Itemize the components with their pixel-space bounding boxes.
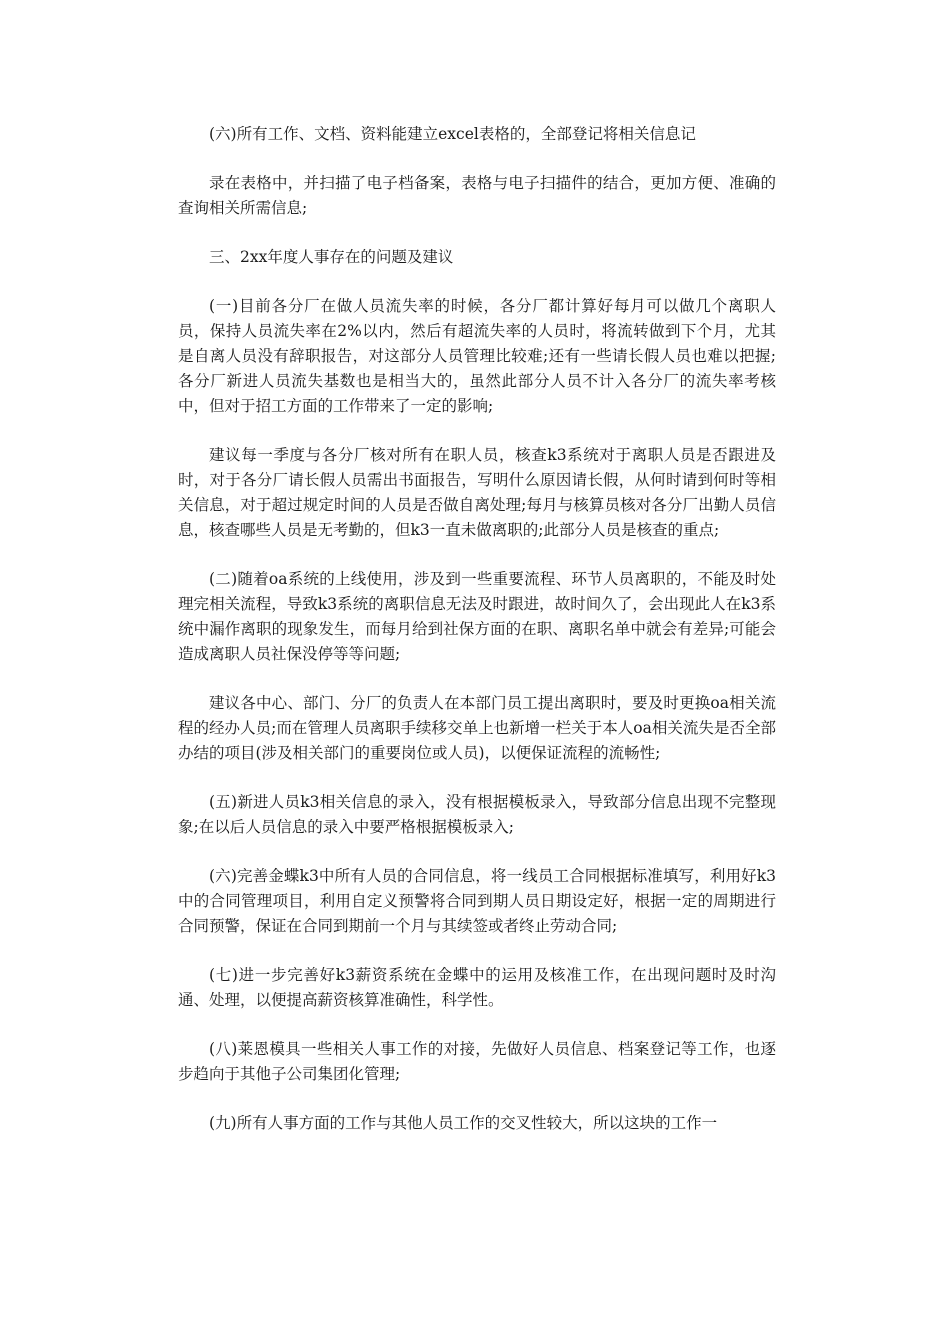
paragraph-oa-suggestion: 建议各中心、部门、分厂的负责人在本部门员工提出离职时，要及时更换oa相关流程的经办人员;而在管理人员离职手续移交单上也新增一栏关于本人oa相关流失是否全部办结的项目(涉及相关部门的重要岗位或人员)，以便保证流程的流畅性; [178,694,776,762]
paragraph-contract-info: (六)完善金蝶k3中所有人员的合同信息，将一线员工合同根据标准填写，利用好k3中的合同管理项目，利用自定义预警将合同到期人员日期设定好，根据一定的周期进行合同预警，保证在合同到期前一个月与其续签或者终止劳动合同; [178,867,776,935]
section-heading-problems: 三、2xx年度人事存在的问题及建议 [209,248,454,266]
paragraph-cross-work: (九)所有人事方面的工作与其他人员工作的交叉性较大，所以这块的工作一 [209,1114,718,1132]
paragraph-excel-records: (六)所有工作、文档、资料能建立excel表格的，全部登记将相关信息记 [209,125,696,143]
paragraph-turnover-rate: (一)目前各分厂在做人员流失率的时候，各分厂都计算好每月可以做几个离职人员，保持人员流失率在2%以内，然后有超流失率的人员时，将流转做到下个月，尤其是自离人员没有辞职报告，对这部分人员管理比较难;还有一些请长假人员也难以把握;各分厂新进人员流失基数也是相当大的，虽然此部分人员不计入各分厂的流失率考核中，但对于招工方面的工作带来了一定的影响; [178,297,776,415]
document-body [178,122,776,1160]
paragraph-quarterly-check: 建议每一季度与各分厂核对所有在职人员，核查k3系统对于离职人员是否跟进及时，对于各分厂请长假人员需出书面报告，写明什么原因请长假，从何时请到何时等相关信息，对于超过规定时间的人员是否做自离处理;每月与核算员核对各分厂出勤人员信息，核查哪些人员是无考勤的，但k3一直未做离职的;此部分人员是核查的重点; [178,446,776,539]
paragraph-k3-entry: (五)新进人员k3相关信息的录入，没有根据模板录入，导致部分信息出现不完整现象;在以后人员信息的录入中要严格根据模板录入; [178,793,776,836]
paragraph-mold-company: (八)莱恩模具一些相关人事工作的对接，先做好人员信息、档案登记等工作，也逐步趋向于其他子公司集团化管理; [178,1040,776,1083]
paragraph-oa-system: (二)随着oa系统的上线使用，涉及到一些重要流程、环节人员离职的，不能及时处理完相关流程，导致k3系统的离职信息无法及时跟进，故时间久了，会出现此人在k3系统中漏作离职的现象发生，而每月给到社保方面的在职、离职名单中就会有差异;可能会造成离职人员社保没停等等问题; [178,570,776,663]
paragraph-salary-system: (七)进一步完善好k3薪资系统在金蝶中的运用及核准工作，在出现问题时及时沟通、处理，以便提高薪资核算准确性，科学性。 [178,966,776,1009]
paragraph-scan-archive: 录在表格中，并扫描了电子档备案，表格与电子扫描件的结合，更加方便、准确的查询相关所需信息; [178,174,776,217]
